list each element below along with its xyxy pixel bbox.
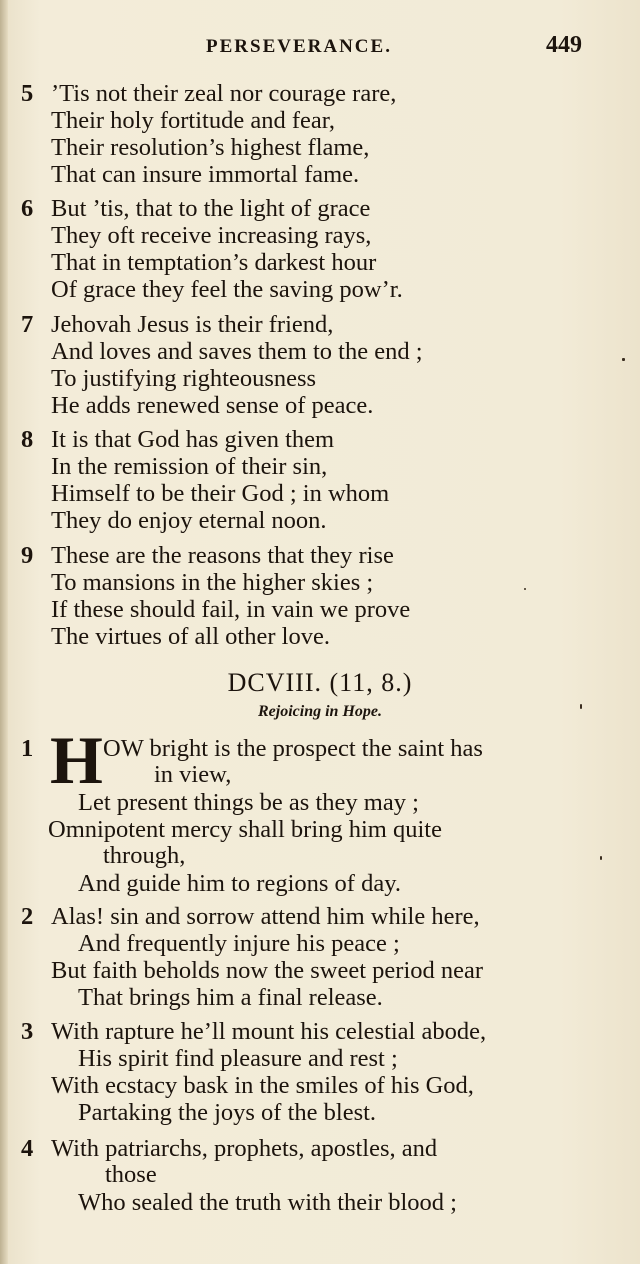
verse-line: Partaking the joys of the blest. xyxy=(78,1099,377,1126)
running-title: PERSEVERANCE. xyxy=(206,36,392,57)
stanza-number: 7 xyxy=(21,311,34,338)
page-header xyxy=(0,32,640,62)
stanza-number: 4 xyxy=(21,1135,34,1162)
verse-line: His spirit find pleasure and rest ; xyxy=(78,1045,398,1072)
page-gutter xyxy=(0,0,8,1264)
verse-line: With rapture he’ll mount his celestial abode, xyxy=(51,1018,487,1045)
verse-line: To mansions in the higher skies ; xyxy=(51,569,374,596)
verse-line: That can insure immortal fame. xyxy=(51,161,360,188)
stanza-number: 8 xyxy=(21,426,34,453)
verse-line: Who sealed the truth with their blood ; xyxy=(78,1189,457,1216)
verse-line: They oft receive increasing rays, xyxy=(51,222,372,249)
verse-line: But faith beholds now the sweet period near xyxy=(51,957,484,984)
verse-line: The virtues of all other love. xyxy=(51,623,330,650)
stanza-number: 1 xyxy=(21,735,34,762)
drop-cap: H xyxy=(50,722,103,798)
stanza-number: 5 xyxy=(21,80,34,107)
page-number: 449 xyxy=(546,32,582,58)
verse-line: Their holy fortitude and fear, xyxy=(51,107,336,134)
paper-speck xyxy=(580,704,582,709)
verse-line: They do enjoy eternal noon. xyxy=(51,507,327,534)
verse-line: Let present things be as they may ; xyxy=(78,789,419,816)
verse-line: But ’tis, that to the light of grace xyxy=(51,195,371,222)
hymn-subtitle: Rejoicing in Hope. xyxy=(258,703,382,720)
verse-line: in view, xyxy=(154,761,232,788)
verse-line: He adds renewed sense of peace. xyxy=(51,392,374,419)
verse-line: That in temptation’s darkest hour xyxy=(51,249,377,276)
verse-line: Himself to be their God ; in whom xyxy=(51,480,390,507)
paper-speck xyxy=(600,856,602,860)
verse-line: And frequently injure his peace ; xyxy=(78,930,400,957)
verse-line: Their resolution’s highest flame, xyxy=(51,134,370,161)
verse-line: If these should fail, in vain we prove xyxy=(51,596,411,623)
verse-line: It is that God has given them xyxy=(51,426,335,453)
verse-line: With patriarchs, prophets, apostles, and xyxy=(51,1135,438,1162)
verse-line: And guide him to regions of day. xyxy=(78,870,401,897)
stanza-number: 3 xyxy=(21,1018,34,1045)
stanza-number: 6 xyxy=(21,195,34,222)
verse-line: Of grace they feel the saving pow’r. xyxy=(51,276,403,303)
verse-line: And loves and saves them to the end ; xyxy=(51,338,423,365)
verse-line: OW bright is the prospect the saint has xyxy=(103,735,483,762)
verse-line: Omnipotent mercy shall bring him quite xyxy=(48,816,442,843)
verse-line: through, xyxy=(103,842,186,869)
stanza-number: 9 xyxy=(21,542,34,569)
paper-speck xyxy=(622,358,625,361)
verse-line: those xyxy=(105,1161,157,1188)
verse-line: That brings him a final release. xyxy=(78,984,383,1011)
verse-line: In the remission of their sin, xyxy=(51,453,328,480)
hymn-heading: DCVIII. (11, 8.) xyxy=(227,668,413,697)
verse-line: With ecstacy bask in the smiles of his God, xyxy=(51,1072,474,1099)
verse-line: Jehovah Jesus is their friend, xyxy=(51,311,334,338)
verse-line: To justifying righteousness xyxy=(51,365,317,392)
stanza-number: 2 xyxy=(21,903,34,930)
verse-line: Alas! sin and sorrow attend him while here, xyxy=(51,903,480,930)
verse-line: These are the reasons that they rise xyxy=(51,542,394,569)
paper-speck xyxy=(524,588,526,590)
verse-line: ’Tis not their zeal nor courage rare, xyxy=(51,80,397,107)
